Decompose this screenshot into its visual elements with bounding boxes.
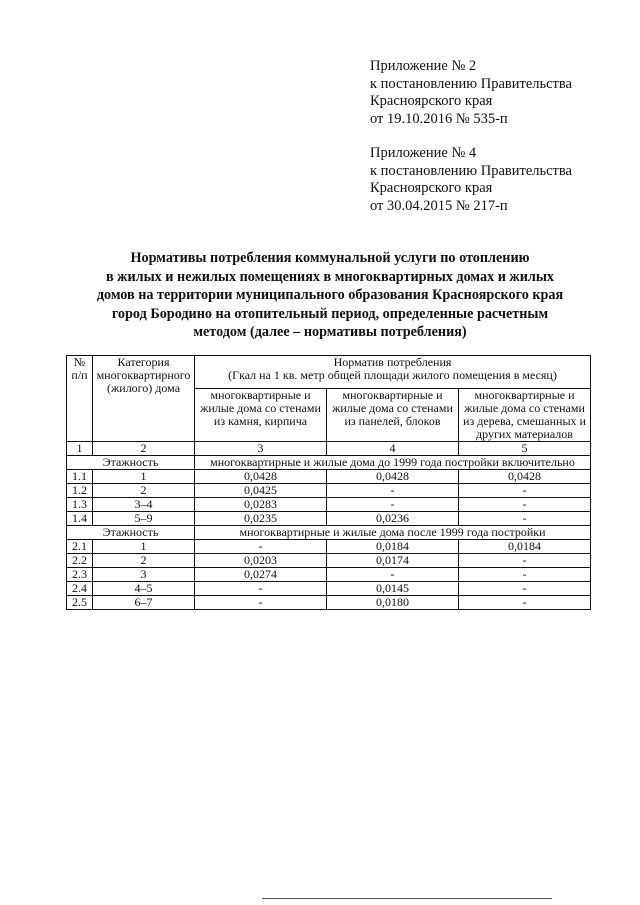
column-numbers-row — [67, 442, 591, 456]
row-stone: 0,0428 — [195, 470, 327, 484]
table-row — [67, 554, 591, 568]
row-num: 1.3 — [67, 498, 93, 512]
title-line: город Бородино на отопительный период, определенные расчетным — [111, 305, 549, 322]
section-header-row — [67, 526, 591, 540]
row-floors: 3 — [93, 568, 195, 582]
header-norm-title: Норматив потребления — [333, 355, 452, 369]
row-panel: 0,0428 — [327, 470, 459, 484]
header-category: Категория многоквартирного (жилого) дома — [93, 356, 195, 442]
row-num: 2.2 — [67, 554, 93, 568]
row-wood: - — [459, 512, 591, 526]
appendix-line: к постановлению Правительства — [370, 75, 572, 92]
row-wood: - — [459, 498, 591, 512]
section-label: Этажность — [67, 526, 195, 540]
row-wood: - — [459, 554, 591, 568]
row-wood: - — [459, 568, 591, 582]
row-num: 2.5 — [67, 596, 93, 610]
row-stone: 0,0425 — [195, 484, 327, 498]
appendix-4-reference — [370, 145, 572, 215]
row-stone: 0,0274 — [195, 568, 327, 582]
appendix-line: к постановлению Правительства — [370, 162, 572, 179]
row-num: 1.2 — [67, 484, 93, 498]
column-number: 3 — [195, 442, 327, 456]
row-panel: 0,0184 — [327, 540, 459, 554]
row-floors: 6–7 — [93, 596, 195, 610]
table-row — [67, 582, 591, 596]
appendix-title: Приложение № 4 — [370, 145, 477, 161]
row-panel: - — [327, 568, 459, 582]
row-panel: - — [327, 484, 459, 498]
header-norm — [195, 356, 591, 389]
row-panel: 0,0174 — [327, 554, 459, 568]
row-stone: 0,0203 — [195, 554, 327, 568]
row-stone: 0,0235 — [195, 512, 327, 526]
row-wood: 0,0184 — [459, 540, 591, 554]
page-edge-line — [262, 898, 552, 899]
appendix-line: Красноярского края — [370, 180, 493, 196]
row-panel: 0,0145 — [327, 582, 459, 596]
table-row — [67, 568, 591, 582]
row-num: 1.1 — [67, 470, 93, 484]
title-line: домов на территории муниципального образования Красноярского края — [96, 287, 564, 303]
section-title: многоквартирные и жилые дома после 1999 года постройки — [195, 526, 591, 540]
appendix-title: Приложение № 2 — [370, 58, 477, 74]
row-num: 1.4 — [67, 512, 93, 526]
title-line: Нормативы потребления коммунальной услуги по отоплению — [130, 250, 530, 266]
row-wood: - — [459, 596, 591, 610]
column-number: 5 — [459, 442, 591, 456]
row-panel: - — [327, 498, 459, 512]
appendix-date: от 19.10.2016 № 535-п — [370, 110, 508, 127]
row-wood: 0,0428 — [459, 470, 591, 484]
header-wood: многоквартирные и жилые дома со стенами из дерева, смешанных и других материалов — [459, 389, 591, 442]
row-num: 2.1 — [67, 540, 93, 554]
appendix-2-reference — [370, 58, 572, 128]
column-number: 1 — [67, 442, 93, 456]
row-panel: 0,0180 — [327, 596, 459, 610]
section-title: многоквартирные и жилые дома до 1999 года постройки включительно — [195, 456, 591, 470]
table-row — [67, 498, 591, 512]
table-row — [67, 540, 591, 554]
header-row — [67, 356, 591, 389]
row-floors: 5–9 — [93, 512, 195, 526]
row-stone: - — [195, 596, 327, 610]
table-row — [67, 470, 591, 484]
row-stone: - — [195, 582, 327, 596]
title-line: методом (далее – нормативы потребления) — [193, 324, 467, 340]
row-floors: 3–4 — [93, 498, 195, 512]
row-panel: 0,0236 — [327, 512, 459, 526]
consumption-norms-table — [66, 355, 591, 610]
row-stone: 0,0283 — [195, 498, 327, 512]
table-row — [67, 484, 591, 498]
row-floors: 4–5 — [93, 582, 195, 596]
column-number: 2 — [93, 442, 195, 456]
row-wood: - — [459, 582, 591, 596]
column-number: 4 — [327, 442, 459, 456]
table-row — [67, 512, 591, 526]
table-row — [67, 596, 591, 610]
header-num: № п/п — [67, 356, 93, 442]
row-floors: 2 — [93, 484, 195, 498]
section-header-row — [67, 456, 591, 470]
section-label: Этажность — [67, 456, 195, 470]
appendix-date: от 30.04.2015 № 217-п — [370, 197, 508, 214]
row-num: 2.3 — [67, 568, 93, 582]
row-stone: - — [195, 540, 327, 554]
appendix-line: Красноярского края — [370, 93, 493, 109]
document-title — [60, 249, 600, 342]
header-panel: многоквартирные и жилые дома со стенами из панелей, блоков — [327, 389, 459, 442]
row-wood: - — [459, 484, 591, 498]
title-line: в жилых и нежилых помещениях в многоквартирных домах и жилых — [105, 268, 555, 285]
row-num: 2.4 — [67, 582, 93, 596]
row-floors: 2 — [93, 554, 195, 568]
header-norm-unit: (Гкал на 1 кв. метр общей площади жилого помещения в месяц) — [228, 368, 557, 382]
row-floors: 1 — [93, 470, 195, 484]
header-stone: многоквартирные и жилые дома со стенами из камня, кирпича — [195, 389, 327, 442]
row-floors: 1 — [93, 540, 195, 554]
